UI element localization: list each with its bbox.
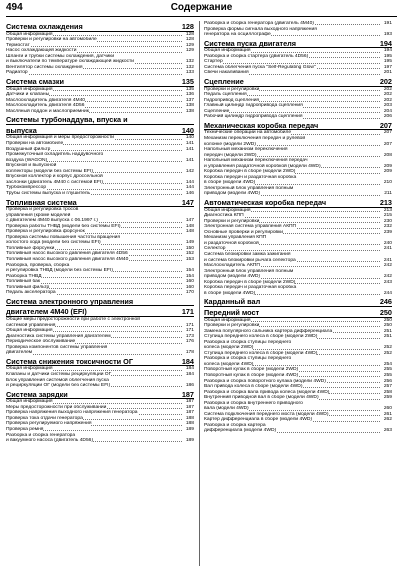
toc-page-number: 154 — [185, 273, 194, 279]
toc-entry-title: Коробка передач в сборе (модели 2WD) — [204, 279, 296, 285]
toc-entry-title: Проверка тока отдачи генератора — [6, 415, 83, 421]
toc-entry-title: Сцепление — [204, 108, 230, 114]
toc-entry-title: Воздушный фильтр — [6, 146, 51, 152]
toc-entry-title: выпуска — [6, 126, 37, 135]
toc-entry-title: Автоматическая коробка передач — [204, 199, 327, 207]
toc-entry-title: Разборка, проверка, сборка — [6, 262, 70, 268]
toc-entry-title: Педаль акселератора — [6, 290, 56, 296]
toc-entry-title: коллекторы (модели без системы EFI) — [6, 168, 93, 174]
toc-entry-title: Общая информация — [6, 328, 53, 334]
toc-page-number: 209 — [383, 163, 392, 169]
toc-page-number: 128 — [185, 31, 194, 37]
toc-entry-title: Датчики и клапаны — [6, 92, 50, 98]
toc-entry-title: Разборка и сборка внутреннего приводного — [204, 400, 303, 406]
toc-entry-title: Проверки и регулировки — [204, 323, 260, 329]
toc-entry-title: Рабочий цилиндр гидропривода сцепления — [204, 114, 303, 120]
toc-page-number: 255 — [383, 373, 392, 378]
toc-page-number: 128 — [181, 23, 194, 31]
toc-page-number: 144 — [185, 185, 194, 191]
toc-section-heading — [6, 78, 194, 87]
toc-page-number: 171 — [181, 308, 194, 317]
toc-page-number: 132 — [185, 59, 194, 65]
toc-entry-title: Насос охлаждающей жидкости — [6, 48, 77, 54]
toc-page-number: 255 — [383, 367, 392, 373]
toc-page-number: 244 — [383, 290, 392, 296]
toc-entry-title: Проверки и регулировки на автомобиле — [6, 37, 97, 43]
toc-entry-title: Проверки и регулировки — [204, 86, 260, 92]
toc-entry-title: Общая информация — [6, 31, 53, 37]
toc-entry-title: Механизм переключения передач и рулевой — [204, 135, 306, 141]
toc-page-number: 187 — [181, 390, 194, 399]
toc-page-number: 259 — [383, 395, 392, 401]
toc-dot-leader — [6, 74, 182, 75]
toc-dot-leader — [204, 250, 380, 251]
toc-entry-title: Диагностика КПП — [204, 213, 244, 219]
toc-entry-title: Передний мост — [204, 308, 260, 317]
toc-entry-title: Электронная система управления АКПП — [204, 224, 297, 230]
toc-page-number: 132 — [185, 64, 194, 70]
toc-section-heading — [204, 78, 392, 87]
toc-page-number: 187 — [185, 399, 194, 405]
toc-entry-title: системой управления — [6, 322, 56, 328]
toc-entry-title: в сборе (модели 4WD) — [204, 180, 256, 186]
toc-entry-title: колонке (модели 2WD) — [204, 141, 256, 147]
toc-page-number: 250 — [383, 323, 392, 329]
toc-page-number: 187 — [185, 410, 194, 416]
toc-entry-title: Блок управления системой облегчения пуска — [6, 377, 109, 383]
toc-page-number: 173 — [185, 333, 194, 339]
toc-entry-title: Масляный поддон и маслоприемник — [6, 108, 89, 114]
toc-page-number: 261 — [383, 411, 392, 417]
toc-entry — [6, 290, 194, 296]
toc-entry — [204, 32, 392, 38]
toc-entry-title: Свечи накаливания — [204, 70, 249, 76]
toc-entry-title: Общая информация — [6, 399, 53, 405]
toc-entry-title: Разборка и сборка ступицы переднего — [204, 356, 292, 362]
toc-page-number: 187 — [185, 404, 194, 410]
toc-entry-title: и рециркуляции ОГ (модели без системы EFI) — [6, 383, 111, 389]
toc-page-number: 178 — [185, 350, 194, 356]
toc-page-number: 206 — [383, 114, 392, 120]
toc-entry-title: колеса (модели 4WD) — [204, 361, 254, 367]
toc-entry-title: Система подключения переднего моста (модели 4WD) — [204, 411, 329, 417]
toc-page-number: 148 — [185, 229, 194, 235]
toc-page-number: 141 — [185, 157, 194, 163]
page-number: 494 — [6, 2, 23, 13]
toc-page-number: 240 — [383, 240, 392, 246]
toc-section-heading — [204, 40, 392, 49]
toc-page-number: 189 — [185, 426, 194, 432]
toc-entry-title: и регулировка ТНВД (модели без системы EFI) — [6, 268, 113, 274]
toc-section-heading — [6, 298, 194, 307]
toc-section-heading — [6, 308, 194, 317]
toc-page-number: 171 — [185, 328, 194, 334]
toc-page-number: 140 — [181, 126, 194, 135]
toc-entry-title: Напольный механизм переключения передач — [204, 158, 308, 164]
toc-entry-title: Шланги и трубки системы охлаждения, датчики — [6, 53, 115, 59]
toc-page-number: 186 — [185, 383, 194, 389]
toc-entry-title: Поворотный кулак в сборе (модели 2WD) — [204, 367, 299, 373]
toc-page-number: 129 — [185, 48, 194, 54]
toc-page-number: 194 — [379, 39, 392, 48]
toc-page-number: 154 — [185, 268, 194, 274]
toc-page-number: 141 — [185, 141, 194, 147]
toc-page-number: 195 — [383, 59, 392, 65]
toc-entry-title: Селектор — [204, 246, 226, 252]
toc-page-number: 137 — [185, 97, 194, 103]
toc-entry-title: Ступица переднего колеса в сборе (модели 4WD) — [204, 350, 318, 356]
toc-entry-title: Разборка и сборка вала привода колеса (модели 4WD) — [204, 389, 330, 395]
toc-page-number: 208 — [383, 152, 392, 158]
toc-section-heading — [6, 199, 194, 208]
toc-dot-leader — [204, 63, 380, 64]
toc-page-number: 246 — [379, 298, 392, 307]
toc-entry-title: холостого хода (модели без системы EFI) — [6, 240, 101, 246]
toc-page-number: 188 — [185, 421, 194, 427]
toc-entry-title: Коробка передач и раздаточная коробка — [204, 285, 297, 291]
toc-entry-title: Электронный блок управления полным — [204, 185, 294, 191]
toc-entry-title: Система зарядки — [6, 390, 68, 399]
toc-page-number: 144 — [185, 179, 194, 185]
toc-page-number: 184 — [181, 357, 194, 366]
toc-page-number: 241 — [383, 246, 392, 252]
toc-page-number: 257 — [383, 384, 392, 390]
toc-page-number: 204 — [383, 108, 392, 114]
toc-page-number: 140 — [185, 135, 194, 141]
toc-page-number: 170 — [185, 290, 194, 296]
toc-entry-title: воздуха (WAGON) — [6, 157, 48, 163]
toc-page-number: 138 — [185, 108, 194, 114]
toc-page-number: 207 — [383, 130, 392, 136]
toc-page-number: 148 — [185, 223, 194, 229]
toc-section-heading — [6, 358, 194, 367]
toc-entry-title: управления (кроме моделей — [6, 212, 71, 218]
toc-entry-title: Гидропривод сцепления — [204, 97, 260, 103]
toc-entry — [204, 428, 392, 434]
toc-section-heading — [6, 23, 194, 32]
toc-entry-title: Вентилятор системы охлаждения — [6, 64, 83, 70]
toc-page-number: 213 — [383, 207, 392, 213]
toc-entry-title: Маслоохладитель двигателя 4M40 — [6, 97, 86, 103]
toc-column-left — [6, 21, 194, 444]
toc-entry-title: Промежуточный охладитель наддувочного — [6, 152, 104, 158]
toc-page-number: 128 — [185, 37, 194, 43]
toc-page-number: 256 — [383, 378, 392, 384]
toc-entry-title: Проверка системы повышения частоты вращения — [6, 234, 121, 240]
toc-section-heading — [204, 122, 392, 131]
toc-dot-leader — [6, 354, 182, 355]
toc-entry-title: Вал привода колеса в сборе (модели 4WD) — [204, 384, 303, 390]
toc-page-number: 203 — [383, 103, 392, 109]
toc-page-number: 189 — [185, 438, 194, 444]
toc-page-number: 251 — [383, 328, 392, 334]
toc-page-number: 263 — [383, 428, 392, 434]
toc-page-number: 136 — [185, 92, 194, 98]
toc-entry-title: Разборка и сборка стартера (двигатель 4D56) — [204, 53, 309, 59]
toc-entry-title: Топливный насос высокого давления двигателя 4M40 — [6, 257, 129, 263]
toc-page-number: 194 — [383, 48, 392, 54]
toc-entry-title: Система блокировки замка зажигания — [204, 251, 291, 257]
toc-page-number: 147 — [181, 198, 194, 207]
toc-entry-title: Система охлаждения — [6, 23, 83, 31]
toc-page-number: 146 — [185, 190, 194, 196]
toc-entry-title: Разборка и сборка генератора — [6, 432, 76, 438]
toc-page-number: 250 — [379, 308, 392, 317]
toc-entry-title: Система снижения токсичности ОГ — [6, 357, 133, 366]
toc-page-number: 210 — [383, 180, 392, 186]
toc-section-heading — [204, 298, 392, 307]
toc-entry — [6, 70, 194, 76]
toc-entry-title: Сцепление — [204, 77, 244, 86]
toc-entry-title: вала (модели 4WD) — [204, 406, 249, 412]
toc-page-number: 160 — [185, 284, 194, 290]
toc-page-number: 211 — [384, 191, 392, 197]
toc-page-number: 141 — [185, 146, 194, 152]
toc-entry — [6, 191, 194, 197]
toc-entry-title: Напольный механизм переключения — [204, 147, 288, 153]
toc-page-number: 138 — [185, 103, 194, 109]
toc-page-number: 260 — [383, 406, 392, 412]
toc-page-number: 191 — [383, 21, 392, 26]
toc-page-number: 129 — [185, 42, 194, 48]
toc-page-number: 193 — [383, 32, 392, 38]
toc-entry-title: Периодическое обслуживание — [6, 339, 76, 345]
toc-entry-title: Разборка и сборка картера — [204, 422, 266, 428]
toc-page-number: 202 — [383, 86, 392, 92]
toc-entry-title: Впускной коллектор и корпус дроссельной — [6, 174, 103, 180]
toc-entry-title: Механизм управления КПП — [204, 235, 267, 241]
toc-entry-title: Топливный фильтр — [6, 284, 50, 290]
toc-page-number: 201 — [383, 70, 392, 76]
toc-entry-title: Основные проверки и регулировки — [204, 229, 284, 235]
toc-entry — [6, 350, 194, 356]
toc-section-heading — [6, 116, 194, 125]
toc-page-number: 242 — [383, 274, 392, 280]
toc-entry-title: Общая информация и меры предосторожности — [6, 135, 115, 141]
toc-page-number: 202 — [379, 77, 392, 86]
toc-page-number: 135 — [181, 77, 194, 86]
toc-entry-title: Общая информация — [6, 366, 53, 372]
toc-entry-title: Коробка передач в сборе (модели 2WD) — [204, 169, 296, 175]
toc-entry-title: Проверки на автомобиле — [6, 141, 64, 147]
toc-entry-title: Система смазки — [6, 77, 65, 86]
toc-entry-title: Педаль сцепления — [204, 92, 247, 98]
toc-section-heading — [6, 127, 194, 136]
toc-page-number: 254 — [383, 361, 392, 367]
toc-section-heading — [204, 199, 392, 208]
toc-entry — [6, 383, 194, 389]
toc-entry — [204, 191, 392, 197]
toc-entry-title: Маслоохладитель двигателя 4D56 — [6, 103, 85, 109]
toc-entry-title: Проверка работы ТНВД (модели без системы EFI) — [6, 223, 121, 229]
toc-entry-title: Разборка и сборка ступицы переднего — [204, 339, 292, 345]
toc-entry-title: Топливный бак — [6, 279, 41, 285]
toc-entry-title: Картер дифференциала в сборе (модели 4WD) — [204, 417, 313, 423]
toc-entry-title: Стартер — [204, 59, 223, 65]
toc-entry-title: Карданный вал — [204, 298, 261, 307]
toc-section-heading — [6, 391, 194, 400]
toc-entry-title: Система электронного управления — [6, 297, 134, 306]
toc-dot-leader — [6, 46, 182, 47]
toc-page-number: 188 — [185, 415, 194, 421]
toc-page-number: 149 — [185, 240, 194, 246]
toc-entry-title: Проверка компонентов системы управления — [6, 344, 108, 350]
toc-entry-title: Маслоохладитель АКПП — [204, 263, 260, 269]
toc-entry-title: Проверка формы сигнала выходного напряжения — [204, 26, 317, 32]
toc-entry-title: Топливный насос высокого давления двигателя 4D56 — [6, 251, 128, 257]
toc-page-number: 197 — [383, 64, 392, 70]
toc-entry-title: передач (модели 2WD) — [204, 152, 257, 158]
toc-entry-title: Проверки и регулировки — [204, 218, 260, 224]
toc-page-number: 184 — [185, 366, 194, 372]
toc-entry-title: Замена популярного сальника картера дифференциала — [204, 328, 333, 334]
toc-entry-title: Клапаны и датчики системы рециркуляции ОГ — [6, 372, 112, 377]
toc-page-number: 209 — [383, 169, 392, 175]
toc-page-number: 241 — [383, 257, 392, 263]
toc-entry-title: и система блокировки рычага селектора — [204, 257, 296, 263]
toc-entry-title: Ступица переднего колеса в сборе (модели 2WD) — [204, 334, 318, 340]
toc-entry-title: Общая информация — [204, 48, 251, 54]
toc-entry-title: Поворотный кулак в сборе (модели 4WD) — [204, 373, 299, 378]
toc-page-number: 184 — [185, 372, 194, 377]
toc-entry-title: Проверка напряжения выходного напряжения генератора — [6, 410, 138, 416]
toc-entry-title: Общая информация — [6, 86, 53, 92]
toc-entry-title: Общая информация — [204, 207, 251, 213]
toc-entry-title: и управления раздаточной коробкой (модели 4WD) — [204, 163, 321, 169]
toc-entry-title: Механическая коробка передач — [204, 121, 319, 130]
toc-entry-title: Общая информация — [204, 317, 251, 323]
toc-entry-title: заслонки (двигатель 4M40 с системой EFI) — [6, 179, 103, 185]
toc-entry-title: Турбокомпрессор — [6, 185, 47, 191]
toc-entry-title: с двигателем 4M40 выпуска с 06.1997 г.) — [6, 218, 98, 224]
toc-page-number: 202 — [383, 92, 392, 98]
toc-page-number: 243 — [383, 279, 392, 285]
toc-entry-title: Термостат — [6, 42, 30, 48]
toc-entry-title: и вакуумного насоса (двигатель 4D56) — [6, 438, 94, 444]
toc-entry-title: Главный цилиндр гидропривода сцепления — [204, 103, 303, 109]
toc-section-heading — [204, 309, 392, 318]
toc-entry — [204, 291, 392, 297]
toc-page-number: 251 — [383, 334, 392, 340]
toc-entry-title: приводом (модели 4WD) — [204, 274, 261, 280]
toc-entry-title: Меры предосторожности при обслуживании — [6, 404, 107, 410]
toc-entry-title: Топливная система — [6, 198, 77, 207]
toc-entry-title: в сборе (модели 4WD) — [204, 290, 256, 296]
toc-page-number: 150 — [185, 245, 194, 251]
toc-entry-title: и раздаточной коробкой — [204, 240, 259, 246]
toc-entry — [6, 109, 194, 115]
toc-entry-title: Общие меры предосторожности при работе с электронной — [6, 317, 140, 323]
toc-page-number: 242 — [383, 263, 392, 269]
toc-entry — [204, 114, 392, 120]
toc-entry-title: двигателем — [6, 350, 33, 356]
toc-page-number: 252 — [383, 345, 392, 351]
toc-entry-title: Система облегчения пуска "Self-Regulating Glow" — [204, 64, 316, 70]
toc-page-number: 135 — [185, 86, 194, 92]
toc-page-number: 213 — [379, 199, 392, 207]
toc-entry-title: Топливные форсунки — [6, 245, 55, 251]
toc-entry-title: Проверка и регулировка тросов — [6, 207, 79, 213]
toc-entry-title: Система пуска двигателя — [204, 39, 297, 48]
toc-page-number: 239 — [383, 229, 392, 235]
toc-entry-title: Разборка ТНВД — [6, 273, 42, 279]
column-divider — [199, 21, 200, 566]
toc-page-number: 133 — [185, 70, 194, 76]
toc-page-number: 207 — [379, 121, 392, 130]
page-title: Содержание — [170, 2, 233, 13]
toc-page-number: 152 — [185, 251, 194, 257]
toc-entry-title: Диагностика системы управления двигателем — [6, 333, 111, 339]
toc-page-number: 258 — [383, 389, 392, 395]
toc-entry-title: Проверка и регулировка форсунок — [6, 229, 85, 235]
toc-entry-title: Внутренний приводной вал в сборе (модели 4WD) — [204, 395, 319, 401]
toc-entry-title: Трубы системы выпуска и глушитель — [6, 190, 91, 196]
toc-entry-title: приводом (модели 4WD) — [204, 191, 261, 197]
toc-page-number: 252 — [383, 350, 392, 356]
toc-page-number: 160 — [185, 279, 194, 285]
toc-entry-title: Проверка ремня — [6, 426, 44, 432]
toc-entry-title: Разборка и сборка поворотного кулака (модели 4WD) — [204, 378, 326, 384]
toc-entry-title: Разборка и сборка генератора (двигатель 4M40) — [204, 21, 314, 26]
toc-entry-title: Радиатор — [6, 70, 28, 76]
toc-page-number: 147 — [185, 218, 194, 224]
toc-entry — [6, 438, 194, 444]
toc-entry-title: Электронный блок управления полным — [204, 268, 294, 274]
toc-entry — [204, 70, 392, 76]
toc-entry-title: двигателем 4M40 (EFI) — [6, 308, 87, 317]
toc-entry-title: и выключатели по температуре охлаждающей жидкости — [6, 59, 135, 65]
toc-entry-title: Коробка передач и раздаточная коробка — [204, 174, 297, 180]
toc-entry-title: дифференциала (модели 4WD) — [204, 428, 277, 434]
header-rule — [6, 16, 397, 17]
toc-page-number: 262 — [383, 417, 392, 423]
toc-entry-title: колеса (модели 2WD) — [204, 345, 254, 351]
toc-column-right — [204, 21, 392, 434]
toc-entry-title: Впускной и выпускной — [6, 163, 57, 169]
toc-entry-title: генератора на осциллографе — [204, 32, 271, 38]
toc-page-number: 207 — [383, 141, 392, 147]
toc-page-number: 142 — [185, 168, 194, 174]
toc-page-number: 230 — [383, 218, 392, 224]
toc-page-number: 153 — [185, 257, 194, 263]
toc-page-number: 176 — [185, 339, 194, 345]
toc-entry-title: Системы турбонаддува, впуска и — [6, 116, 128, 125]
toc-page-number: 250 — [383, 317, 392, 323]
toc-entry-title: Проверка регулируемого напряжения — [6, 421, 92, 427]
toc-page-number: 195 — [383, 53, 392, 59]
toc-entry-title: Технические операции на автомобиле — [204, 130, 292, 136]
toc-dot-leader — [204, 112, 380, 113]
toc-page-number: 202 — [383, 97, 392, 103]
toc-page-number: 215 — [383, 213, 392, 219]
toc-page-number: 232 — [383, 224, 392, 230]
toc-page-number: 171 — [185, 322, 194, 328]
